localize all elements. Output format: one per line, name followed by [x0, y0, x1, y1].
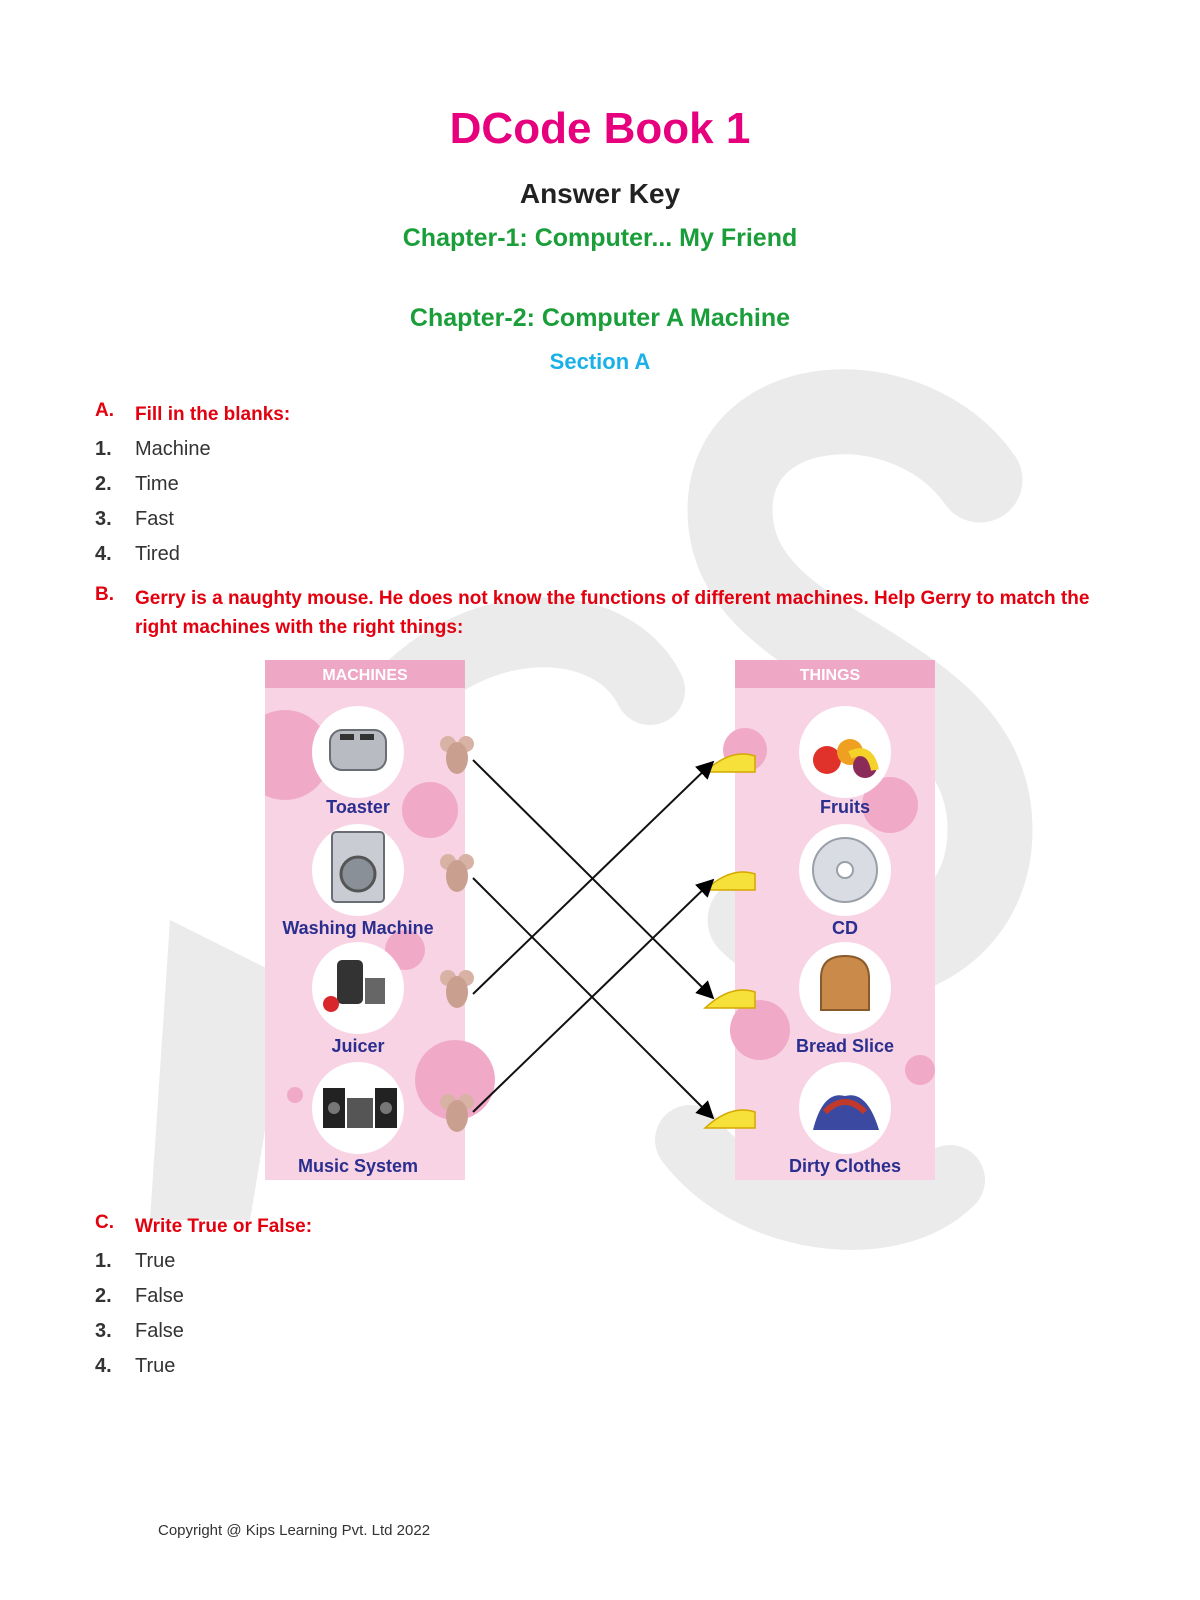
dirty-clothes-icon [799, 1062, 891, 1154]
juicer-icon [312, 942, 404, 1034]
cd-icon [799, 824, 891, 916]
list-item: 3. Fast [95, 508, 174, 530]
things-header: THINGS [799, 667, 861, 684]
toaster-icon [312, 706, 404, 798]
machine-label-washing-machine: Washing Machine [282, 918, 434, 938]
list-item: 3. False [95, 1320, 184, 1342]
cheese-icon [705, 990, 755, 1008]
part-c-label: C. [95, 1212, 114, 1233]
part-a-heading [95, 400, 1135, 430]
part-c-heading [95, 1212, 1135, 1242]
machine-label-toaster: Toaster [326, 797, 390, 817]
part-b-heading [95, 584, 1135, 644]
machines-header: MACHINES [322, 667, 408, 684]
music-system-icon [312, 1062, 404, 1154]
part-c-text: Write True or False: [135, 1216, 313, 1237]
thing-label-fruits: Fruits [819, 797, 871, 817]
thing-label-bread-slice: Bread Slice [795, 1036, 895, 1056]
fruits-icon [799, 706, 891, 798]
machine-label-juicer: Juicer [331, 1036, 385, 1056]
list-item: 4. True [95, 1355, 176, 1377]
matching-diagram [265, 660, 935, 1180]
list-item: 2. False [95, 1285, 184, 1307]
chapter-2-heading: Chapter-2: Computer A Machine [409, 304, 791, 332]
thing-label-cd: CD [832, 918, 858, 938]
cheese-icon [705, 1110, 755, 1128]
part-a-label: A. [95, 400, 114, 421]
part-b-text: Gerry is a naughty mouse. He does not know the functions of different machines. Help Gerry to match the right machines with the right things: [135, 588, 1090, 638]
copyright-footer: Copyright @ Kips Learning Pvt. Ltd 2022 [158, 1522, 431, 1539]
thing-label-dirty-clothes: Dirty Clothes [788, 1156, 902, 1176]
section-heading: Section A [549, 349, 651, 374]
chapter-1-heading: Chapter-1: Computer... My Friend [402, 224, 798, 252]
list-item: 1. Machine [95, 438, 211, 460]
bread-slice-icon [799, 942, 891, 1034]
washing-machine-icon [312, 824, 404, 916]
part-b-label: B. [95, 584, 114, 605]
document-title: DCode Book 1 [449, 104, 751, 153]
list-item: 1. True [95, 1250, 176, 1272]
list-item: 2. Time [95, 473, 179, 495]
answer-key-heading: Answer Key [519, 178, 681, 209]
machine-label-music-system: Music System [297, 1156, 419, 1176]
list-item: 4. Tired [95, 543, 180, 565]
part-a-text: Fill in the blanks: [135, 404, 291, 425]
